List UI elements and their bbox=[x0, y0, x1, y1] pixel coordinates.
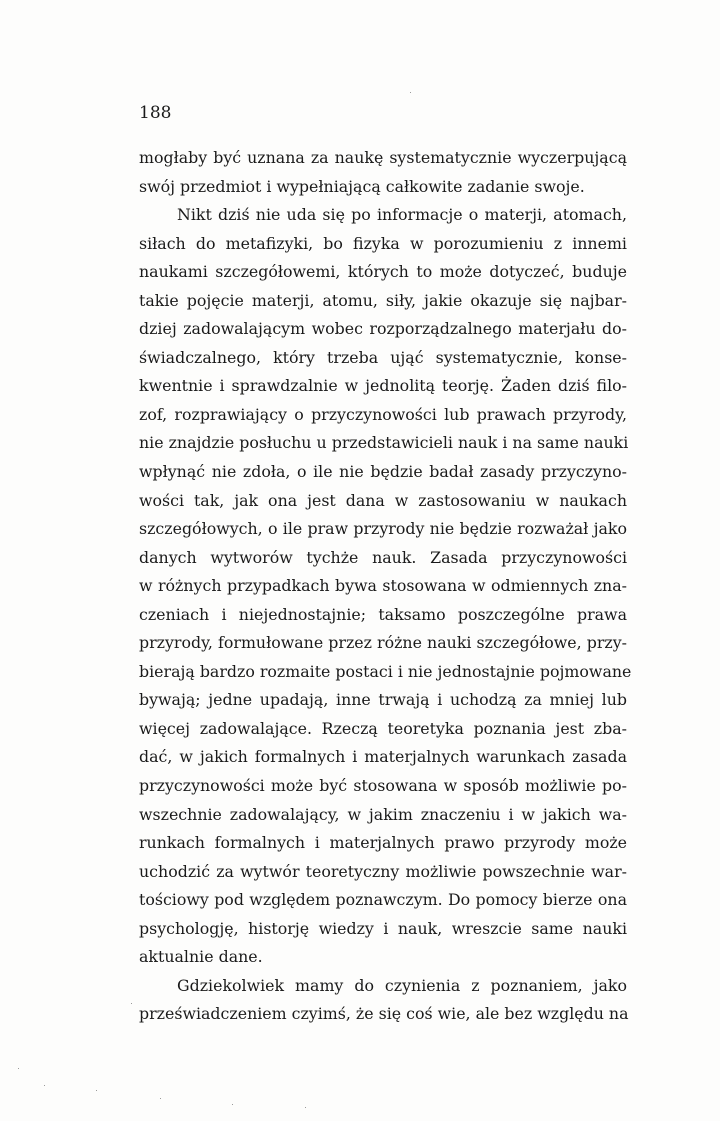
text-line: uchodzić za wytwór teoretyczny możliwie powszechnie war- bbox=[139, 861, 627, 881]
text-line: mogłaby być uznana za naukę systematycznie wyczerpującą bbox=[139, 148, 627, 167]
page-number: 188 bbox=[139, 103, 172, 123]
text-line: siłach do metafizyki, bo fizyka w porozumieniu z innemi bbox=[139, 233, 627, 253]
scan-speck bbox=[18, 1068, 19, 1069]
text-line: psychologję, historję wiedzy i nauk, wreszcie same nauki bbox=[139, 918, 627, 938]
text-line: Gdziekolwiek mamy do czynienia z poznaniem, jako bbox=[177, 975, 627, 995]
text-line: swój przedmiot i wypełniającą całkowite zadanie swoje. bbox=[139, 176, 585, 196]
text-line: przeświadczeniem czyimś, że się coś wie, ale bez względu na bbox=[139, 1004, 629, 1024]
text-line: w różnych przypadkach bywa stosowana w odmiennych zna- bbox=[139, 576, 627, 596]
scan-speck bbox=[232, 1104, 233, 1105]
text-line: wszechnie zadowalający, w jakim znaczeniu i w jakich wa- bbox=[139, 804, 627, 824]
body-text bbox=[139, 144, 632, 1029]
text-line: świadczalnego, który trzeba ująć systematycznie, konse- bbox=[139, 347, 627, 367]
text-line: więcej zadowalające. Rzeczą teoretyka poznania jest zba- bbox=[139, 718, 627, 738]
text-line: naukami szczegółowemi, których to może dotyczeć, buduje bbox=[139, 262, 627, 282]
text-line: dać, w jakich formalnych i materjalnych warunkach zasada bbox=[139, 747, 627, 767]
scan-speck bbox=[410, 92, 411, 93]
text-line: dziej zadowalającym wobec rozporządzalnego materjału do- bbox=[139, 319, 627, 339]
text-line: bywają; jedne upadają, inne trwają i uchodzą za mniej lub bbox=[139, 690, 627, 710]
text-line: szczegółowych, o ile praw przyrody nie będzie rozważał jako bbox=[139, 519, 627, 539]
scan-speck bbox=[44, 1085, 45, 1086]
scan-speck bbox=[131, 1003, 132, 1004]
text-line: takie pojęcie materji, atomu, siły, jakie okazuje się najbar- bbox=[139, 290, 627, 310]
text-line: przyczynowości może być stosowana w sposób możliwie po- bbox=[139, 776, 627, 796]
scan-speck bbox=[305, 1107, 306, 1108]
text-line: kwentnie i sprawdzalnie w jednolitą teorję. Żaden dziś filo- bbox=[139, 376, 627, 396]
text-line: wpłynąć nie zdoła, o ile nie będzie badał zasady przyczyno- bbox=[139, 462, 627, 482]
text-line: nie znajdzie posłuchu u przedstawicieli nauk i na same nauki bbox=[139, 433, 629, 453]
text-line: aktualnie dane. bbox=[139, 947, 263, 967]
text-line: zof, rozprawiający o przyczynowości lub prawach przyrody, bbox=[139, 404, 627, 424]
text-line: runkach formalnych i materjalnych prawo przyrody może bbox=[139, 833, 627, 853]
text-line: tościowy pod względem poznawczym. Do pomocy bierze ona bbox=[139, 890, 627, 910]
scan-speck bbox=[160, 1098, 161, 1099]
scan-speck bbox=[96, 1090, 97, 1091]
text-line: wości tak, jak ona jest dana w zastosowaniu w naukach bbox=[139, 490, 627, 510]
text-line: czeniach i niejednostajnie; taksamo poszczególne prawa bbox=[139, 604, 627, 624]
text-line: Nikt dziś nie uda się po informacje o materji, atomach, bbox=[177, 205, 627, 225]
text-line: bierają bardzo rozmaite postaci i nie jednostajnie pojmowane bbox=[139, 661, 632, 681]
text-line: przyrody, formułowane przez różne nauki szczegółowe, przy- bbox=[139, 633, 627, 653]
text-line: danych wytworów tychże nauk. Zasada przyczynowości bbox=[139, 547, 627, 567]
